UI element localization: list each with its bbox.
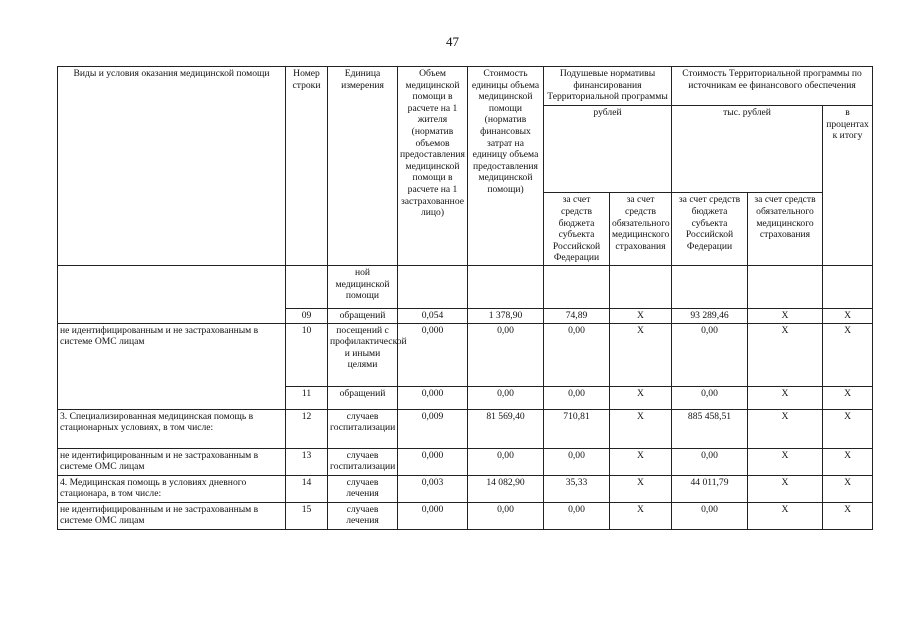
row-tc-budget: 0,00 bbox=[672, 448, 748, 475]
header-type: Виды и условия оказания медицинской помощи bbox=[58, 67, 286, 266]
row-cost: 14 082,90 bbox=[468, 475, 544, 502]
row-pc-oms: Х bbox=[610, 448, 672, 475]
row-volume: 0,000 bbox=[398, 502, 468, 529]
row-pc-budget: 0,00 bbox=[544, 386, 610, 409]
row-type: не идентифицированным и не застрахованным в системе ОМС лицам bbox=[58, 502, 286, 529]
row-tc-oms: Х bbox=[748, 309, 823, 324]
row-pc-budget: 0,00 bbox=[544, 448, 610, 475]
row-cost: 0,00 bbox=[468, 386, 544, 409]
row-pc-oms: Х bbox=[610, 475, 672, 502]
row-type: не идентифицированным и не застрахованным в системе ОМС лицам bbox=[58, 448, 286, 475]
header-tc-percent: в процентах к итогу bbox=[823, 106, 873, 266]
page-number: 47 bbox=[446, 34, 459, 49]
continuation-unit: ной медицинской помощи bbox=[328, 266, 398, 309]
row-type: 4. Медицинская помощь в условиях дневного стационара, в том числе: bbox=[58, 475, 286, 502]
header-thousand-rubles: тыс. рублей bbox=[672, 106, 823, 193]
row-tc-percent: Х bbox=[823, 323, 873, 386]
row-pc-oms: Х bbox=[610, 409, 672, 448]
row-tc-budget: 93 289,46 bbox=[672, 309, 748, 324]
header-volume: Объем медицинской помощи в расчете на 1 жителя (норматив объемов предоставления медицинской помощи в расчете на 1 застрахованное лицо) bbox=[398, 67, 468, 266]
row-unit: посещений с профилактической и иными целями bbox=[328, 323, 398, 386]
continuation-type-cell bbox=[58, 266, 286, 324]
table-row bbox=[58, 502, 873, 529]
row-pc-budget: 0,00 bbox=[544, 502, 610, 529]
header-pc-budget: за счет средств бюджета субъекта Российской Федерации bbox=[544, 193, 610, 266]
row-pc-oms: Х bbox=[610, 309, 672, 324]
row-line: 15 bbox=[286, 502, 328, 529]
row-cost: 0,00 bbox=[468, 448, 544, 475]
row-volume: 0,000 bbox=[398, 386, 468, 409]
row-pc-oms: Х bbox=[610, 386, 672, 409]
row-cost: 1 378,90 bbox=[468, 309, 544, 324]
row-line: 11 bbox=[286, 386, 328, 409]
row-pc-budget: 710,81 bbox=[544, 409, 610, 448]
row-line: 09 bbox=[286, 309, 328, 324]
row-line: 12 bbox=[286, 409, 328, 448]
header-pc-oms: за счет средств обязательного медицинского страхования bbox=[610, 193, 672, 266]
row-tc-percent: Х bbox=[823, 309, 873, 324]
row-unit: случаев госпитализации bbox=[328, 409, 398, 448]
row-volume: 0,009 bbox=[398, 409, 468, 448]
table-row bbox=[58, 409, 873, 448]
table-row bbox=[58, 323, 873, 386]
header-unit: Единица измерения bbox=[328, 67, 398, 266]
row-type: не идентифицированным и не застрахованным в системе ОМС лицам bbox=[58, 323, 286, 409]
row-unit: обращений bbox=[328, 309, 398, 324]
row-volume: 0,003 bbox=[398, 475, 468, 502]
row-cost: 81 569,40 bbox=[468, 409, 544, 448]
row-tc-percent: Х bbox=[823, 475, 873, 502]
row-tc-percent: Х bbox=[823, 448, 873, 475]
row-tc-budget: 0,00 bbox=[672, 502, 748, 529]
continuation-row bbox=[58, 266, 873, 309]
header-per-capita: Подушевые нормативы финансирования Территориальной программы bbox=[544, 67, 672, 106]
row-volume: 0,054 bbox=[398, 309, 468, 324]
header-tc-budget: за счет средств бюджета субъекта Российской Федерации bbox=[672, 193, 748, 266]
row-tc-oms: Х bbox=[748, 409, 823, 448]
row-tc-budget: 44 011,79 bbox=[672, 475, 748, 502]
row-pc-oms: Х bbox=[610, 323, 672, 386]
row-pc-budget: 74,89 bbox=[544, 309, 610, 324]
row-tc-budget: 0,00 bbox=[672, 386, 748, 409]
row-cost: 0,00 bbox=[468, 323, 544, 386]
row-tc-oms: Х bbox=[748, 475, 823, 502]
row-tc-oms: Х bbox=[748, 448, 823, 475]
row-line: 10 bbox=[286, 323, 328, 386]
row-tc-percent: Х bbox=[823, 386, 873, 409]
row-unit: случаев лечения bbox=[328, 502, 398, 529]
header-tc-oms: за счет средств обязательного медицинского страхования bbox=[748, 193, 823, 266]
row-tc-budget: 885 458,51 bbox=[672, 409, 748, 448]
table-row bbox=[58, 475, 873, 502]
row-pc-budget: 0,00 bbox=[544, 323, 610, 386]
row-line: 13 bbox=[286, 448, 328, 475]
row-volume: 0,000 bbox=[398, 448, 468, 475]
row-tc-percent: Х bbox=[823, 502, 873, 529]
financing-table bbox=[57, 66, 873, 530]
row-volume: 0,000 bbox=[398, 323, 468, 386]
row-tc-budget: 0,00 bbox=[672, 323, 748, 386]
row-type: 3. Специализированная медицинская помощь в стационарных условиях, в том числе: bbox=[58, 409, 286, 448]
header-total-cost: Стоимость Территориальной программы по источникам ее финансового обеспечения bbox=[672, 67, 873, 106]
table-row bbox=[58, 448, 873, 475]
header-rubles: рублей bbox=[544, 106, 672, 193]
row-cost: 0,00 bbox=[468, 502, 544, 529]
row-pc-oms: Х bbox=[610, 502, 672, 529]
row-unit: случаев госпитализации bbox=[328, 448, 398, 475]
header-line-no: Номер строки bbox=[286, 67, 328, 266]
header-cost: Стоимость единицы объема медицинской помощи (норматив финансовых затрат на единицу объема предоставления медицинской помощи) bbox=[468, 67, 544, 266]
row-unit: случаев лечения bbox=[328, 475, 398, 502]
header-row-1 bbox=[58, 67, 873, 106]
row-unit: обращений bbox=[328, 386, 398, 409]
row-tc-percent: Х bbox=[823, 409, 873, 448]
row-line: 14 bbox=[286, 475, 328, 502]
row-tc-oms: Х bbox=[748, 323, 823, 386]
row-tc-oms: Х bbox=[748, 386, 823, 409]
row-tc-oms: Х bbox=[748, 502, 823, 529]
row-pc-budget: 35,33 bbox=[544, 475, 610, 502]
